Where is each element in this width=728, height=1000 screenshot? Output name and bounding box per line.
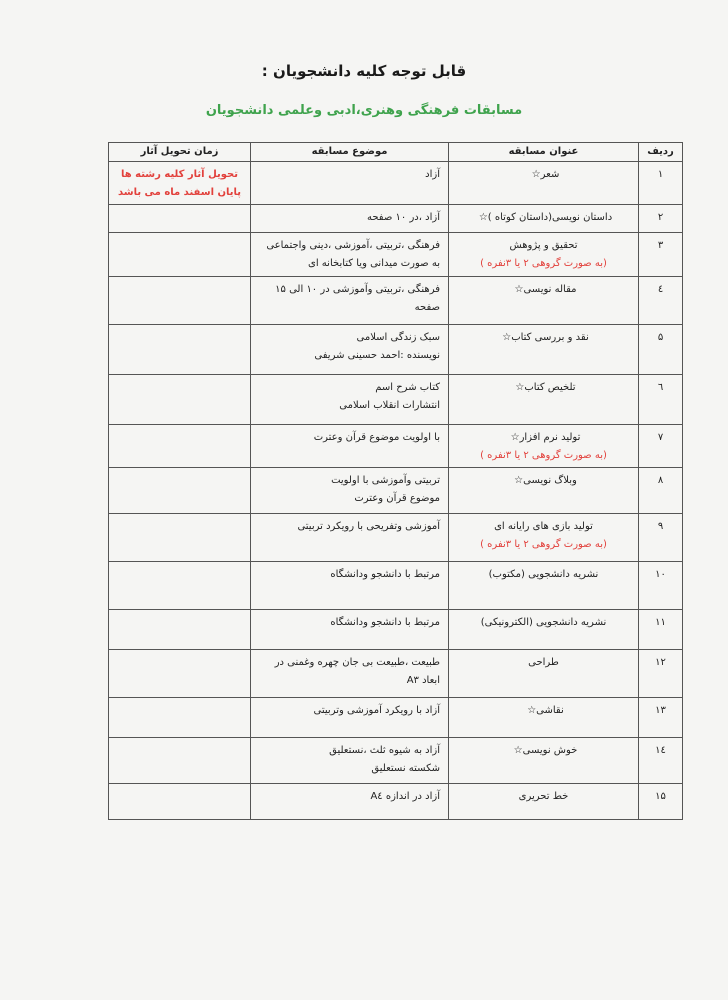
row-number: ۱ [639, 162, 683, 205]
competition-topic-cell [251, 162, 449, 205]
competition-topic-cell [251, 277, 449, 325]
competition-topic-cell [251, 325, 449, 375]
topic-line: فرهنگی ،تربیتی وآموزشی در ۱۰ الی ۱۵ [275, 284, 440, 295]
delivery-cell [109, 650, 251, 698]
star-icon: ☆ [527, 705, 537, 716]
row-number: ۸ [639, 468, 683, 514]
topic-line: ابعاد A٣ [406, 675, 440, 686]
competition-title-cell [449, 738, 639, 784]
row-number: ٦ [639, 375, 683, 425]
competition-title-cell [449, 325, 639, 375]
row-number: ۱۰ [639, 562, 683, 610]
row-number: ۳ [639, 233, 683, 277]
star-icon: ☆ [514, 475, 524, 486]
group-note: (به صورت گروهی ۲ یا ۳نفره ) [480, 450, 607, 461]
competition-topic-cell [251, 698, 449, 738]
competition-title: تحقیق و پژوهش [509, 240, 578, 251]
topic-line: انتشارات انقلاب اسلامی [339, 400, 440, 411]
competition-title-cell [449, 784, 639, 820]
competition-topic-cell [251, 514, 449, 562]
table-row [109, 650, 683, 698]
topic-line: طبیعت ،طبیعت بی جان چهره وغمنی در [274, 657, 440, 668]
delivery-cell [109, 205, 251, 233]
topic-line: آموزشی وتفریحی با رویکرد تربیتی [297, 521, 440, 532]
competition-title: نشریه دانشجویی (الکترونیکی) [480, 617, 607, 628]
competition-title: خط تحریری [518, 791, 569, 802]
delivery-cell [109, 784, 251, 820]
competition-title-cell [449, 562, 639, 610]
competition-title: طراحی [528, 657, 559, 668]
competition-title: داستان نویسی(داستان کوتاه ) [487, 212, 613, 223]
competition-title-cell [449, 650, 639, 698]
star-icon: ☆ [531, 169, 541, 180]
topic-line: مرتبط با دانشجو ودانشگاه [330, 617, 440, 628]
competition-title-cell [449, 162, 639, 205]
table-row [109, 162, 683, 205]
competition-title-cell [449, 233, 639, 277]
competition-title-cell [449, 514, 639, 562]
topic-line: تربیتی وآموزشی با اولویت [331, 475, 440, 486]
delivery-cell [109, 698, 251, 738]
delivery-cell [109, 375, 251, 425]
row-number: ۱۱ [639, 610, 683, 650]
table-row [109, 425, 683, 468]
star-icon: ☆ [510, 432, 520, 443]
competition-title-cell [449, 425, 639, 468]
competition-topic-cell [251, 233, 449, 277]
topic-line: آزاد به شیوه ثلث ،نستعلیق [329, 745, 440, 756]
competition-title: وبلاگ نویسی [523, 475, 577, 486]
topic-line: کتاب شرح اسم [375, 382, 440, 393]
competition-topic-cell [251, 784, 449, 820]
competition-title: شعر [540, 169, 560, 180]
row-number: ۱۵ [639, 784, 683, 820]
competition-topic-cell [251, 425, 449, 468]
table-row [109, 205, 683, 233]
competition-title: تولید بازی های رایانه ای [494, 521, 593, 532]
competition-title: مقاله نویسی [523, 284, 577, 295]
topic-line: آزاد ،در ۱۰ صفحه [366, 212, 440, 223]
group-note: (به صورت گروهی ۲ یا ۳نفره ) [480, 539, 607, 550]
competition-title-cell [449, 277, 639, 325]
star-icon: ☆ [502, 332, 512, 343]
topic-line: آزاد با رویکرد آموزشی وتربیتی [313, 705, 440, 716]
row-number: ۱۲ [639, 650, 683, 698]
competition-title-cell [449, 375, 639, 425]
competition-title-cell [449, 205, 639, 233]
star-icon: ☆ [514, 284, 524, 295]
competition-title: نقد و بررسی کتاب [511, 332, 589, 343]
row-number: ۷ [639, 425, 683, 468]
competition-title: نقاشی [536, 705, 564, 716]
star-icon: ☆ [513, 745, 523, 756]
competition-title-cell [449, 698, 639, 738]
topic-line: آزاد [425, 169, 440, 180]
delivery-cell [109, 162, 251, 205]
table-row [109, 277, 683, 325]
table-row [109, 738, 683, 784]
header-delivery: زمان تحویل آثار [109, 143, 251, 162]
delivery-cell [109, 610, 251, 650]
topic-line: نویسنده :احمد حسینی شریفی [314, 350, 440, 361]
table-row [109, 375, 683, 425]
competition-topic-cell [251, 650, 449, 698]
delivery-cell [109, 277, 251, 325]
topic-line: مرتبط با دانشجو ودانشگاه [330, 569, 440, 580]
row-number: ۹ [639, 514, 683, 562]
delivery-cell [109, 468, 251, 514]
delivery-note-line: تحویل آثار کلیه رشته ها [120, 169, 238, 180]
topic-line: سبک زندگی اسلامی [356, 332, 440, 343]
group-note: (به صورت گروهی ۲ یا ۳نفره ) [480, 258, 607, 269]
competition-title-cell [449, 468, 639, 514]
row-number: ۱۳ [639, 698, 683, 738]
table-row [109, 610, 683, 650]
star-icon: ☆ [515, 382, 525, 393]
row-number: ۱٤ [639, 738, 683, 784]
delivery-note-line: پایان اسفند ماه می باشد [117, 187, 242, 198]
row-number: ٤ [639, 277, 683, 325]
table-row [109, 784, 683, 820]
table-row [109, 698, 683, 738]
table-row [109, 233, 683, 277]
header-topic: موضوع مسابقه [251, 143, 449, 162]
competition-topic-cell [251, 738, 449, 784]
header-title: عنوان مسابقه [449, 143, 639, 162]
competition-topic-cell [251, 375, 449, 425]
page-title: قابل توجه کلیه دانشجویان : [261, 62, 467, 80]
competition-topic-cell [251, 562, 449, 610]
star-icon: ☆ [478, 212, 488, 223]
competition-title: تولید نرم افزار [519, 432, 581, 443]
row-number: ۲ [639, 205, 683, 233]
row-number: ۵ [639, 325, 683, 375]
delivery-cell [109, 514, 251, 562]
competition-title: نشریه دانشجویی (مکتوب) [488, 569, 599, 580]
competition-title-cell [449, 610, 639, 650]
competition-topic-cell [251, 468, 449, 514]
delivery-cell [109, 562, 251, 610]
page-subtitle: مسابقات فرهنگی وهنری،ادبی وعلمی دانشجویان [205, 103, 523, 118]
topic-line: صفحه [414, 302, 440, 313]
table-row [109, 325, 683, 375]
table-row [109, 562, 683, 610]
header-number: ردیف [639, 143, 683, 162]
topic-line: به صورت میدانی ویا کتابخانه ای [308, 258, 440, 269]
competition-title: تلخیص کتاب [524, 382, 576, 393]
delivery-cell [109, 233, 251, 277]
topic-line: فرهنگی ،تربیتی ،آموزشی ،دینی واجتماعی [266, 240, 440, 251]
topic-line: موضوع قرآن وعترت [354, 493, 440, 504]
table-header-row [109, 143, 683, 162]
topic-line: شکسته نستعلیق [371, 763, 440, 774]
table-row [109, 514, 683, 562]
topic-line: با اولویت موضوع قرآن وعترت [313, 432, 440, 443]
topic-line: آزاد در اندازه A٤ [370, 791, 440, 802]
delivery-cell [109, 425, 251, 468]
competitions-table [108, 142, 683, 820]
table-row [109, 468, 683, 514]
competition-topic-cell [251, 205, 449, 233]
delivery-cell [109, 325, 251, 375]
delivery-cell [109, 738, 251, 784]
competition-title: خوش نویسی [522, 745, 578, 756]
competition-topic-cell [251, 610, 449, 650]
